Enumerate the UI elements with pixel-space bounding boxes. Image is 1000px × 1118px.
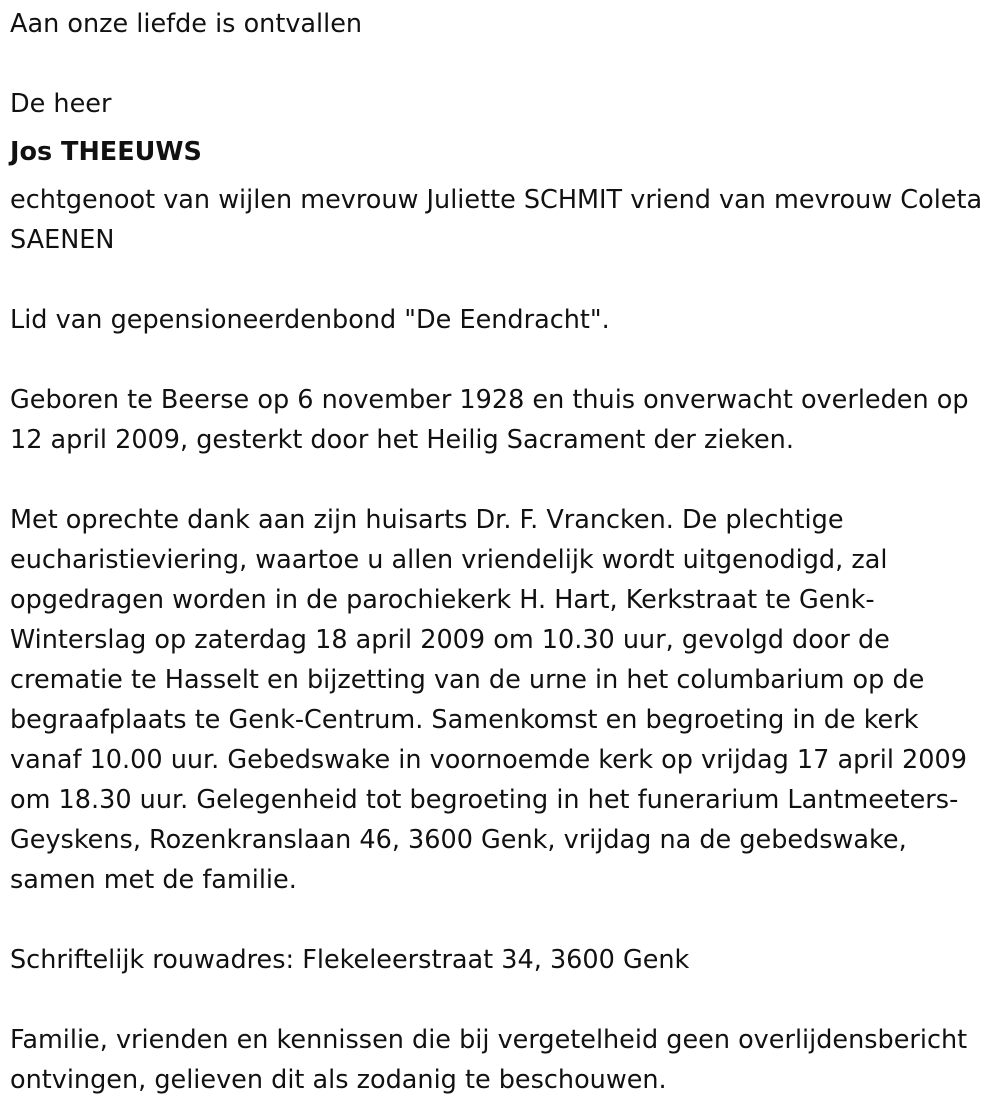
deceased-name: Jos THEEUWS [10, 137, 202, 167]
ceremony-text: Met oprechte dank aan zijn huisarts Dr. F. Vrancken. De plechtige eucharistieviering, waartoe u allen vriendelijk wordt uitgenodigd, zal opgedragen worden in de parochiekerk H. Hart, Kerkstraat te Genk-Winterslag op zaterdag 18 april 2009 om 10.30 uur, gevolgd door de crematie te Hasselt en bijzetting van de urne in het columbarium op de begraafplaats te Genk-Centrum. Samenkomst en begroeting in de kerk vanaf 10.00 uur. Gebedswake in voornoemde kerk op vrijdag 17 april 2009 om 18.30 uur. Gelegenheid tot begroeting in het funerarium Lantmeeters-Geyskens, Rozenkranslaan 46, 3600 Genk, vrijdag na de gebedswake, samen met de familie. [10, 505, 967, 895]
intro-text: Aan onze liefde is ontvallen [10, 9, 363, 39]
relation-text: echtgenoot van wijlen mevrouw Juliette SCHMIT vriend van mevrouw Coleta SAENEN [10, 185, 983, 255]
obituary-notice [10, 4, 995, 1100]
salutation-text: De heer [10, 89, 112, 119]
address-text: Schriftelijk rouwadres: Flekeleerstraat 34, 3600 Genk [10, 945, 690, 975]
closing-text: Familie, vrienden en kennissen die bij vergetelheid geen overlijdensbericht ontvingen, gelieven dit als zodanig te beschouwen. [10, 1025, 968, 1095]
birth-death-text: Geboren te Beerse op 6 november 1928 en thuis onverwacht overleden op 12 april 2009, gesterkt door het Heilig Sacrament der zieken. [10, 385, 969, 455]
membership-text: Lid van gepensioneerdenbond "De Eendracht". [10, 305, 610, 335]
